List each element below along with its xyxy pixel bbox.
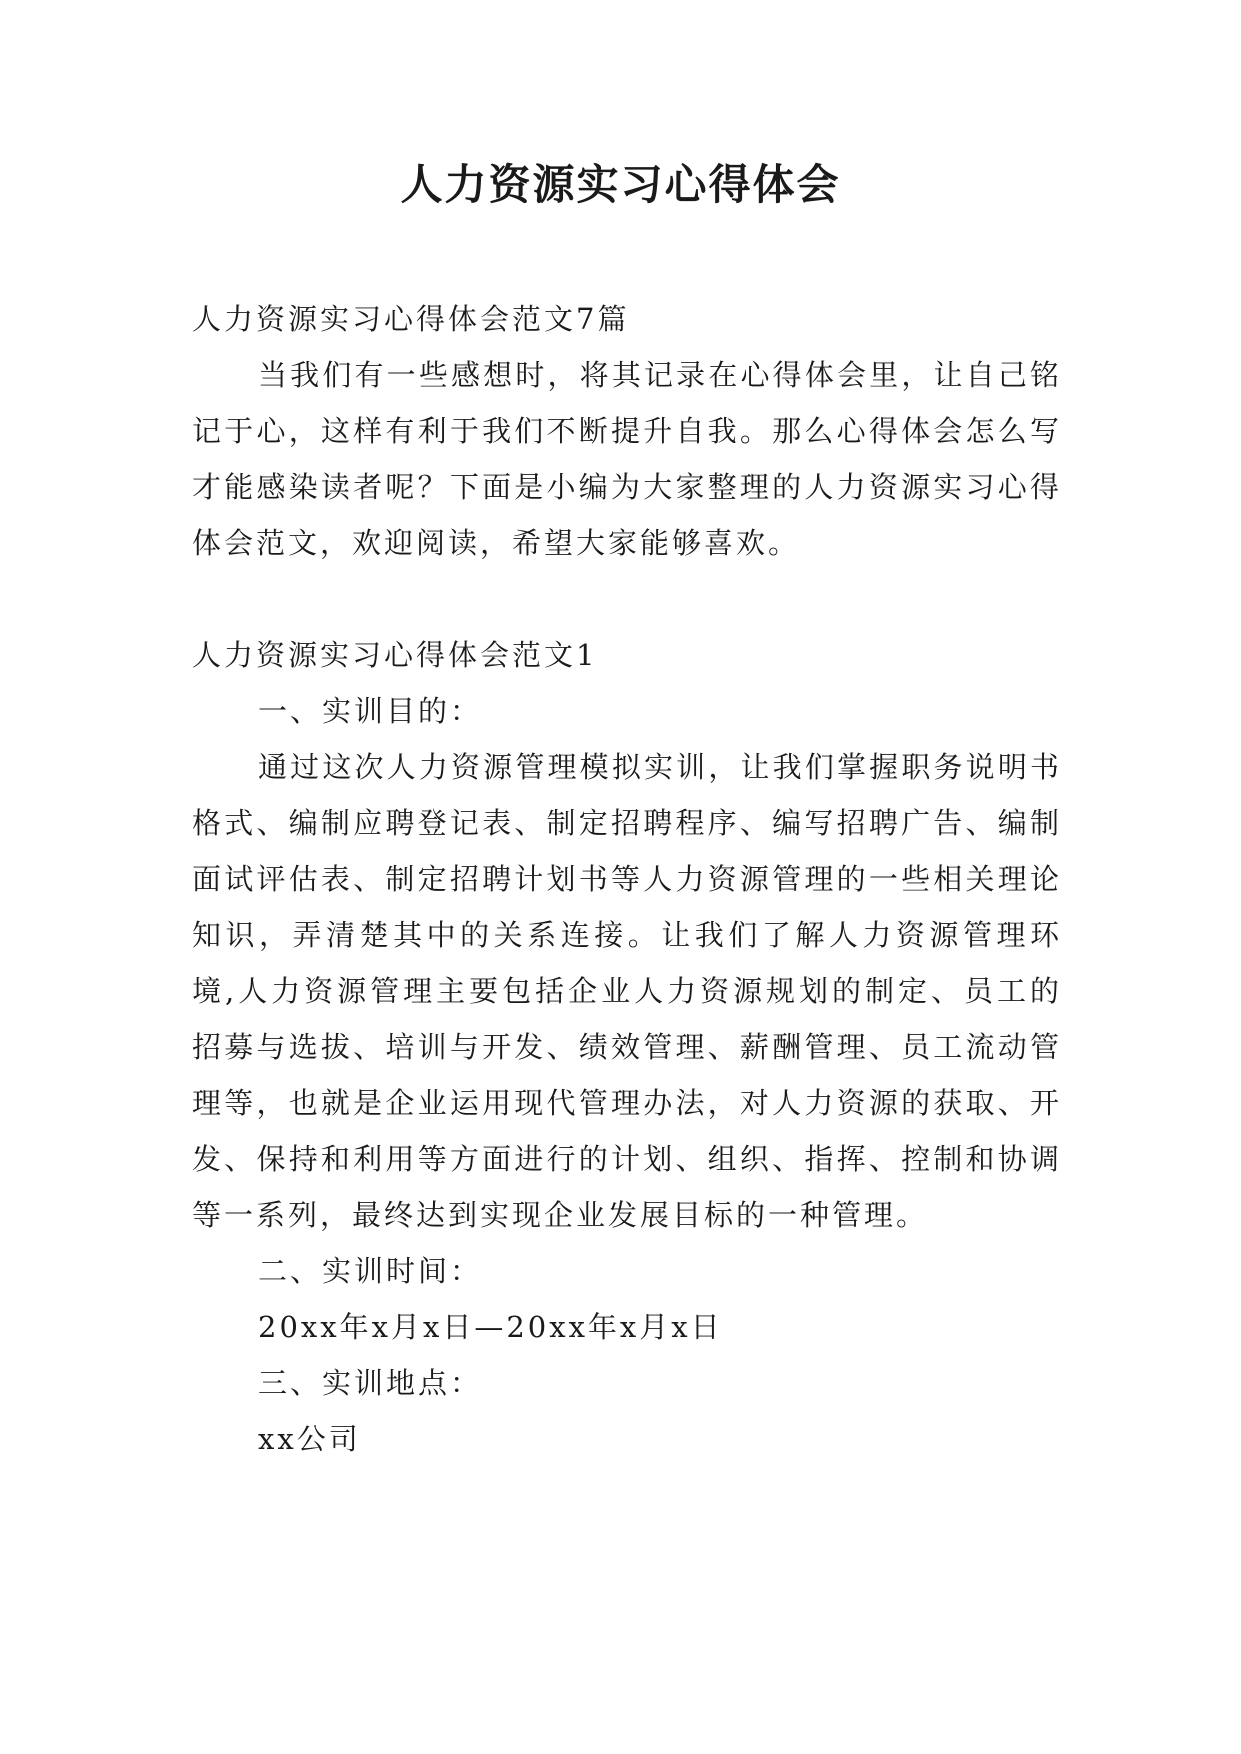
document-body — [192, 291, 1062, 1467]
location-heading: 三、实训地点： — [258, 1366, 483, 1400]
document-subtitle: 人力资源实习心得体会范文7篇 — [192, 302, 630, 336]
paragraph-spacer — [192, 571, 1062, 627]
document-title: 人力资源实习心得体会 — [400, 160, 841, 209]
purpose-paragraph: 通过这次人力资源管理模拟实训，让我们掌握职务说明书格式、编制应聘登记表、制定招聘程序、编写招聘广告、编制面试评估表、制定招聘计划书等人力资源管理的一些相关理论知识，弄清楚其中的关系连接。让我们了解人力资源管理环境,人力资源管理主要包括企业人力资源规划的制定、员工的招募与选拔、培训与开发、绩效管理、薪酬管理、员工流动管理等，也就是企业运用现代管理办法，对人力资源的获取、开发、保持和利用等方面进行的计划、组织、指挥、控制和协调等一系列，最终达到实现企业发展目标的一种管理。 — [192, 750, 1062, 1232]
intro-paragraph: 当我们有一些感想时，将其记录在心得体会里，让自己铭记于心，这样有利于我们不断提升自我。那么心得体会怎么写才能感染读者呢？下面是小编为大家整理的人力资源实习心得体会范文，欢迎阅读，希望大家能够喜欢。 — [192, 358, 1062, 560]
time-heading: 二、实训时间： — [258, 1254, 483, 1288]
location-value: xx公司 — [258, 1422, 361, 1456]
section-heading: 人力资源实习心得体会范文1 — [192, 638, 598, 672]
time-value: 20xx年x月x日—20xx年x月x日 — [258, 1310, 723, 1344]
purpose-heading: 一、实训目的： — [258, 694, 483, 728]
